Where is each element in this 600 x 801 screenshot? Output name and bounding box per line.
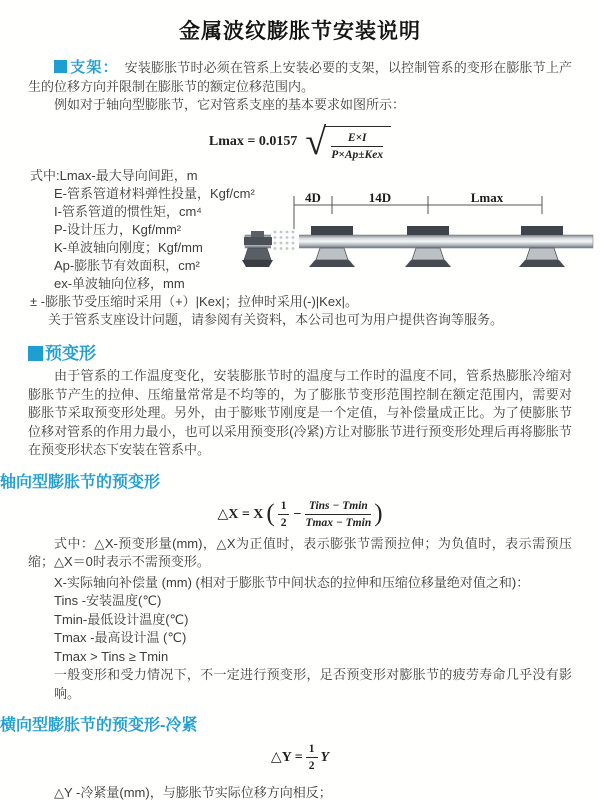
axial-definition-line: Tins -安装温度(℃) <box>54 593 162 608</box>
axial-definition-line: Tmax -最高设计温 (℃) <box>54 630 187 645</box>
axial-definition-line: Tmin-最低设计温度(℃) <box>54 611 189 627</box>
half-numerator: 1 <box>278 499 290 515</box>
dimension-label-4d: 4D <box>305 190 321 205</box>
axial-definition-line: 一般变形和受力情况下，不一定进行预变形，足否预变形对膨胀节的疲劳寿命几乎没有影响。 <box>54 667 572 701</box>
sqrt-radical-sign: √ <box>305 121 327 164</box>
section-square-icon <box>28 346 43 361</box>
dimension-label-14d: 14D <box>368 190 392 205</box>
axial-definitions <box>28 574 572 704</box>
temperature-fraction <box>305 499 371 531</box>
page-title: 金属波纹膨胀节安装说明 <box>179 20 421 43</box>
dimension-labels <box>305 190 504 205</box>
lateral-formula-note: △Y -冷紧量(mm)，与膨胀节实际位移方向相反； <box>54 784 332 800</box>
lmax-formula <box>0 123 600 163</box>
lateral-preform-formula <box>0 742 600 774</box>
temperature-denominator: Tmax − Tmin <box>305 517 372 530</box>
support-example-paragraph: 例如对于轴向型膨胀节，它对管系支座的基本要求如图所示： <box>54 97 406 112</box>
definition-line: 关于管系支座设计问题，请参阅有关资料，本公司也可为用户提供咨询等服务。 <box>48 312 504 328</box>
definition-line: ex-单波轴向位移，mm <box>54 276 185 292</box>
axial-preform-formula <box>0 499 600 531</box>
axial-definition-line: X-实际轴向补偿量 (mm) (相对于膨胀节中间状态的拉伸和压缩位移量绝对值之和)： <box>54 574 530 590</box>
definition-line: ± -膨胀节受压缩时采用（+）|Kex|；拉伸时采用(-)|Kex|。 <box>30 294 358 310</box>
open-paren: ( <box>266 500 275 528</box>
lateral-formula-lhs: △Y = <box>270 750 303 766</box>
half-numerator: 1 <box>306 742 318 758</box>
section-square-icon <box>54 60 67 73</box>
close-paren: ) <box>374 500 383 528</box>
temperature-numerator: Tins − Tmin <box>305 499 371 515</box>
half-fraction <box>278 499 290 531</box>
radicand-numerator: E×I <box>331 131 383 147</box>
axial-formula-lhs: △X = X <box>217 507 264 523</box>
half-denominator: 2 <box>308 760 315 773</box>
axial-definition-line: Tmax > Tins ≥ Tmin <box>54 648 169 664</box>
radicand-denominator: P×Ap±Kex <box>331 148 384 161</box>
half-fraction <box>306 742 318 774</box>
definition-line: P-设计压力，Kgf/mm² <box>54 222 182 238</box>
support-section-label: 支架： <box>70 59 119 76</box>
preform-heading-label: 预变形 <box>45 344 96 364</box>
preform-paragraph: 由于管系的工作温度变化，安装膨胀节时的温度与工作时的温度不同，管系热膨胀冷缩对膨胀节产生的拉伸、压缩量常常是不均等的，为了膨胀节变形范围控制在额定范围内，需要对膨胀节采取预变形处理。另外，由于膨账节刚度是一个定值，与补偿量成正比。为了使膨胀节位移对管系的作用力最小，也可以采用预变形(冷紧)方让对膨胀节进行预变形处理后再将膨胀节在预变形状态下安装在管系中。 <box>28 368 572 458</box>
preform-section-heading <box>28 339 600 364</box>
definition-line: I-管系管道的惯性矩，cm⁴ <box>54 204 202 220</box>
lmax-formula-lhs: Lmax = 0.0157 <box>208 134 298 150</box>
lateral-preform-heading: 横向型膨胀节的预变形-冷紧 <box>0 717 198 734</box>
definition-line: 式中:Lmax-最大导向间距，m <box>30 168 198 184</box>
pipe-support-diagram <box>242 190 596 286</box>
lateral-formula-rhs: Y <box>320 749 330 765</box>
definition-line: K-单波轴向刚度；Kgf/mm <box>54 240 203 256</box>
support-intro-text: 安装膨胀节时必须在管系上安装必要的支架，以控制管系的变形在膨胀节上产生的位移方向并限制在膨胀节的额定位移范围内。 <box>28 60 572 94</box>
axial-preform-heading: 轴向型膨胀节的预变形 <box>0 473 161 491</box>
dimension-label-lmax: Lmax <box>470 190 504 205</box>
sqrt-radicand <box>325 126 391 163</box>
radicand-fraction <box>331 131 383 163</box>
support-intro-paragraph <box>28 59 572 96</box>
bellows-section <box>271 229 299 254</box>
axial-formula-explain: 式中：△X-预变形量(mm)，△X为正值时，表示膨张节需预拉伸；为负值时，表示需预压缩；△X＝0时表示不需预变形。 <box>28 535 572 569</box>
definition-line: E-管系管道材料弹性投量，Kgf/cm² <box>54 186 255 202</box>
minus-operator: − <box>293 506 302 522</box>
definition-line: Ap-膨胀节有效面积，cm² <box>54 258 200 274</box>
half-denominator: 2 <box>280 517 287 530</box>
